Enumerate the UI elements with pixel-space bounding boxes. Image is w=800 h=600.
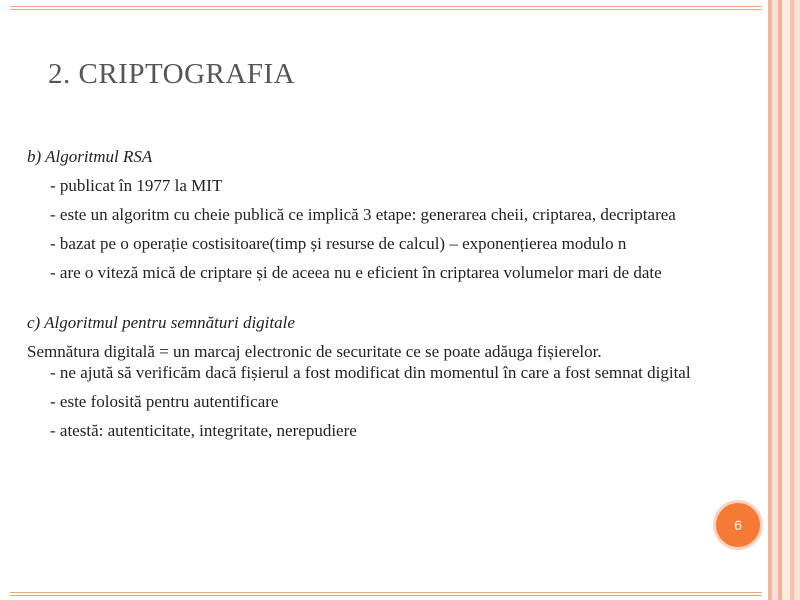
section-c-heading: c) Algoritmul pentru semnături digitale	[27, 313, 295, 332]
list-item: - atestă: autenticitate, integritate, nerepudiere	[50, 421, 357, 440]
list-item: - bazat pe o operație costisitoare(timp și resurse de calcul) – exponențierea modulo n	[50, 234, 627, 253]
list-item: - are o viteză mică de criptare și de aceea nu e eficient în criptarea volumelor mari de date	[50, 263, 662, 282]
top-border-line	[10, 6, 762, 10]
page-number-badge: 6	[713, 500, 763, 550]
list-item: - este folosită pentru autentificare	[50, 392, 279, 411]
list-item: - publicat în 1977 la MIT	[50, 176, 223, 195]
slide-content	[27, 146, 757, 441]
side-stripe-decoration	[762, 0, 800, 600]
definition-text: Semnătura digitală = un marcaj electronic de securitate ce se poate adăuga fișierelor.	[27, 342, 602, 361]
list-item: - este un algoritm cu cheie publică ce implică 3 etape: generarea cheii, criptarea, decriptarea	[50, 205, 676, 224]
bottom-border-line	[10, 592, 762, 596]
section-gap	[27, 283, 757, 312]
section-b-heading: b) Algoritmul RSA	[27, 147, 153, 166]
slide-title: 2. CRIPTOGRAFIA	[48, 58, 296, 90]
list-item: - ne ajută să verificăm dacă fișierul a fost modificat din momentul în care a fost semnat digital	[50, 363, 691, 382]
